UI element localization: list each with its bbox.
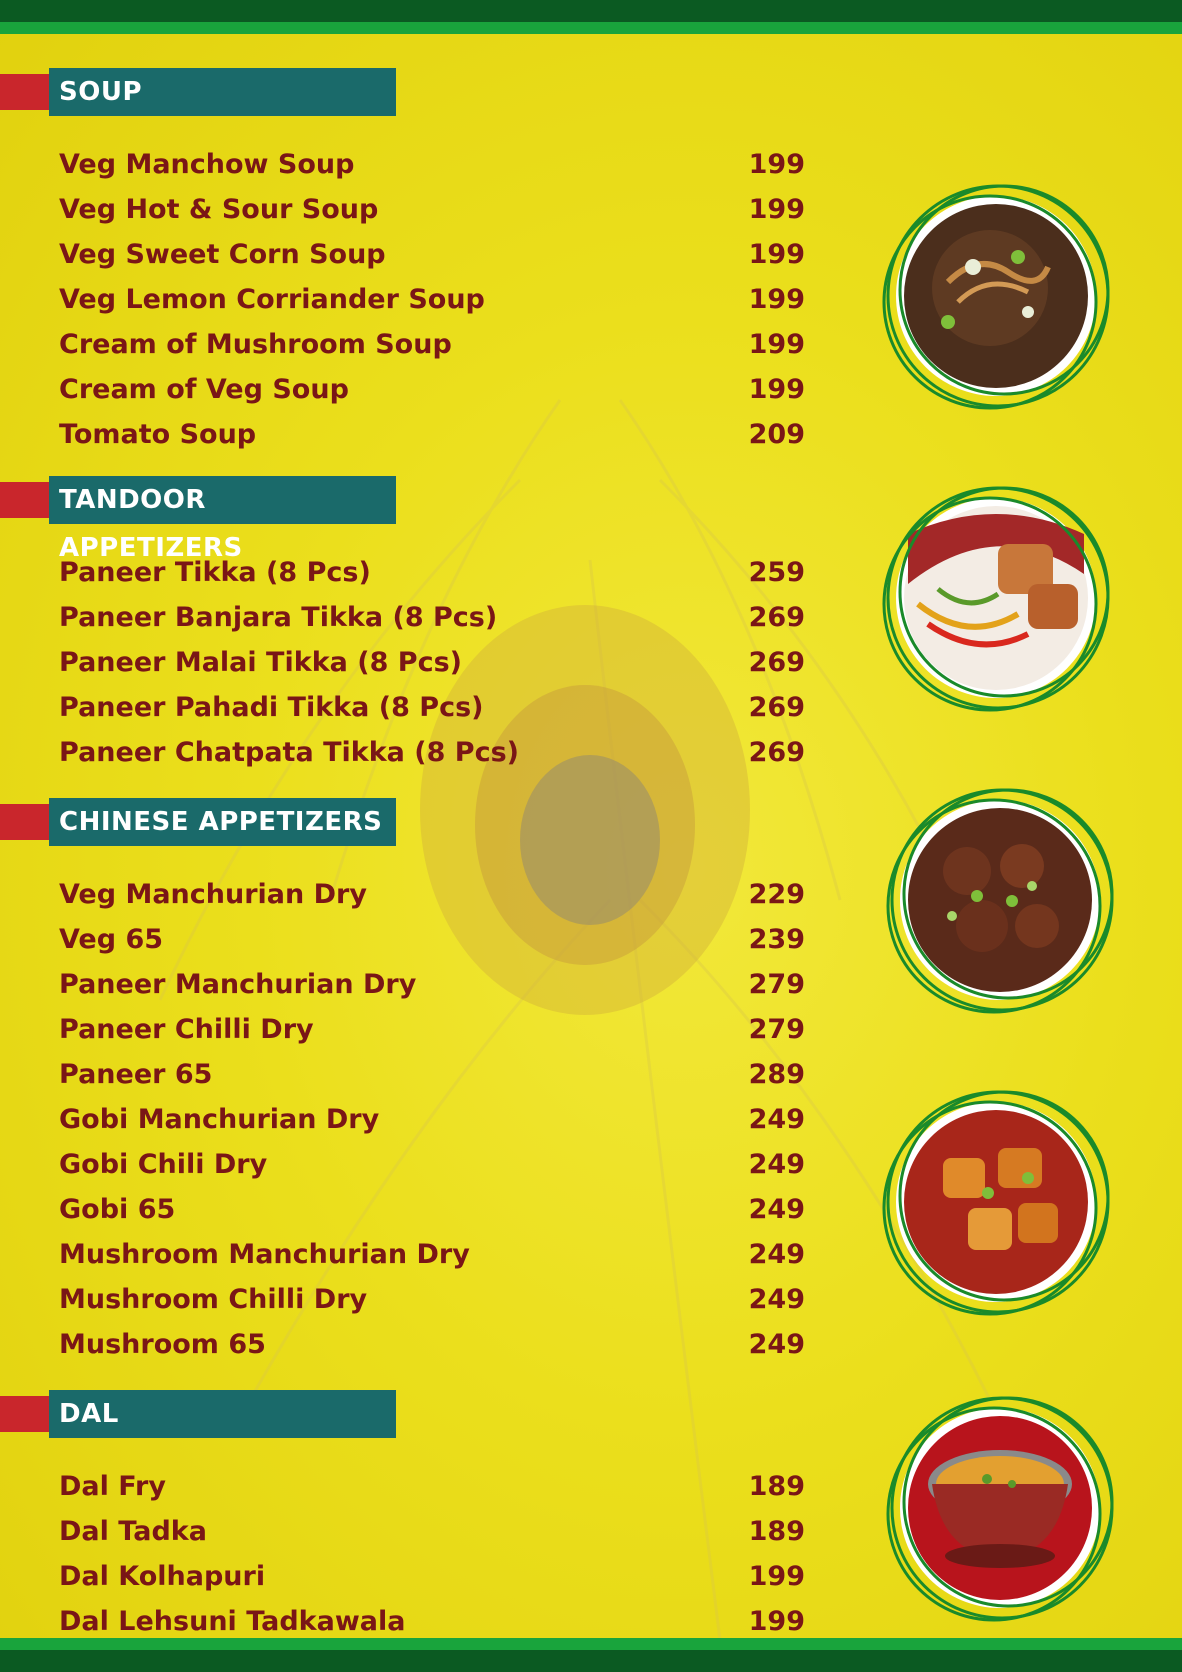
manchurian-photo — [882, 776, 1122, 1016]
bottom-light-band — [0, 1638, 1182, 1650]
item-price: 209 — [748, 419, 805, 450]
item-name: Dal Fry — [59, 1471, 166, 1502]
menu-item — [59, 550, 805, 595]
paneer-tikka-photo — [878, 474, 1118, 714]
menu-item — [59, 1509, 805, 1554]
item-name: Gobi Chili Dry — [59, 1149, 268, 1180]
item-name: Dal Tadka — [59, 1516, 207, 1547]
item-name: Paneer Pahadi Tikka (8 Pcs) — [59, 692, 484, 723]
bottom-dark-band — [0, 1650, 1182, 1672]
section-title: DAL — [59, 1399, 119, 1429]
menu-item — [59, 367, 805, 412]
item-name: Paneer Banjara Tikka (8 Pcs) — [59, 602, 498, 633]
section-header — [0, 798, 396, 846]
menu-item — [59, 1142, 805, 1187]
menu-item — [59, 1187, 805, 1232]
item-name: Veg Sweet Corn Soup — [59, 239, 386, 270]
item-price: 229 — [748, 879, 805, 910]
menu-item — [59, 872, 805, 917]
section-title: SOUP — [59, 77, 142, 107]
item-price: 249 — [748, 1239, 805, 1270]
menu-item — [59, 1007, 805, 1052]
menu-item — [59, 1464, 805, 1509]
item-price: 199 — [748, 284, 805, 315]
item-price: 279 — [748, 1014, 805, 1045]
item-name: Veg Manchow Soup — [59, 149, 355, 180]
item-name: Tomato Soup — [59, 419, 257, 450]
section-header — [0, 476, 396, 563]
item-price: 249 — [748, 1149, 805, 1180]
menu-item — [59, 277, 805, 322]
menu-item-list — [59, 1464, 805, 1644]
section-title: CHINESE APPETIZERS — [59, 807, 383, 837]
menu-item — [59, 1097, 805, 1142]
item-name: Veg Lemon Corriander Soup — [59, 284, 485, 315]
section-header — [0, 1390, 396, 1438]
menu-item — [59, 1052, 805, 1097]
item-price: 269 — [748, 737, 805, 768]
item-price: 199 — [748, 239, 805, 270]
item-price: 199 — [748, 1606, 805, 1637]
item-name: Paneer Malai Tikka (8 Pcs) — [59, 647, 462, 678]
item-name: Gobi 65 — [59, 1194, 176, 1225]
header-red-tab — [0, 482, 49, 518]
menu-item-list — [59, 142, 805, 457]
item-price: 269 — [748, 692, 805, 723]
item-price: 189 — [748, 1516, 805, 1547]
menu-item — [59, 142, 805, 187]
item-name: Cream of Mushroom Soup — [59, 329, 452, 360]
item-name: Cream of Veg Soup — [59, 374, 349, 405]
menu-item — [59, 232, 805, 277]
item-name: Veg Hot & Sour Soup — [59, 194, 379, 225]
item-price: 189 — [748, 1471, 805, 1502]
item-price: 269 — [748, 602, 805, 633]
item-price: 249 — [748, 1104, 805, 1135]
item-price: 289 — [748, 1059, 805, 1090]
dal-bowl-photo — [882, 1384, 1122, 1624]
item-price: 199 — [748, 374, 805, 405]
menu-item — [59, 640, 805, 685]
item-name: Paneer Chatpata Tikka (8 Pcs) — [59, 737, 520, 768]
menu-item — [59, 412, 805, 457]
item-price: 249 — [748, 1194, 805, 1225]
chilli-paneer-photo — [878, 1078, 1118, 1318]
header-red-tab — [0, 1396, 49, 1432]
header-red-tab — [0, 804, 49, 840]
menu-item — [59, 595, 805, 640]
header-red-tab — [0, 74, 49, 110]
menu-item — [59, 1232, 805, 1277]
menu-item-list — [59, 550, 805, 775]
menu-item — [59, 1322, 805, 1367]
menu-item — [59, 322, 805, 367]
menu-item — [59, 730, 805, 775]
section-header — [0, 68, 396, 116]
item-name: Paneer Chilli Dry — [59, 1014, 314, 1045]
menu-item — [59, 917, 805, 962]
item-price: 199 — [748, 1561, 805, 1592]
item-price: 199 — [748, 194, 805, 225]
item-name: Mushroom 65 — [59, 1329, 266, 1360]
item-price: 199 — [748, 149, 805, 180]
item-name: Veg Manchurian Dry — [59, 879, 367, 910]
menu-item — [59, 685, 805, 730]
item-price: 249 — [748, 1284, 805, 1315]
item-price: 269 — [748, 647, 805, 678]
item-price: 259 — [748, 557, 805, 588]
menu-item-list — [59, 872, 805, 1367]
soup-bowl-photo — [878, 172, 1118, 412]
item-price: 239 — [748, 924, 805, 955]
item-price: 249 — [748, 1329, 805, 1360]
item-price: 199 — [748, 329, 805, 360]
menu-item — [59, 1554, 805, 1599]
item-name: Gobi Manchurian Dry — [59, 1104, 380, 1135]
menu-item — [59, 187, 805, 232]
item-name: Dal Lehsuni Tadkawala — [59, 1606, 406, 1637]
menu-item — [59, 1277, 805, 1322]
item-name: Paneer Tikka (8 Pcs) — [59, 557, 371, 588]
item-name: Paneer Manchurian Dry — [59, 969, 417, 1000]
item-price: 279 — [748, 969, 805, 1000]
item-name: Dal Kolhapuri — [59, 1561, 266, 1592]
item-name: Mushroom Manchurian Dry — [59, 1239, 470, 1270]
item-name: Paneer 65 — [59, 1059, 213, 1090]
section-title: TANDOOR APPETIZERS — [59, 485, 243, 563]
menu-item — [59, 962, 805, 1007]
item-name: Veg 65 — [59, 924, 164, 955]
item-name: Mushroom Chilli Dry — [59, 1284, 368, 1315]
